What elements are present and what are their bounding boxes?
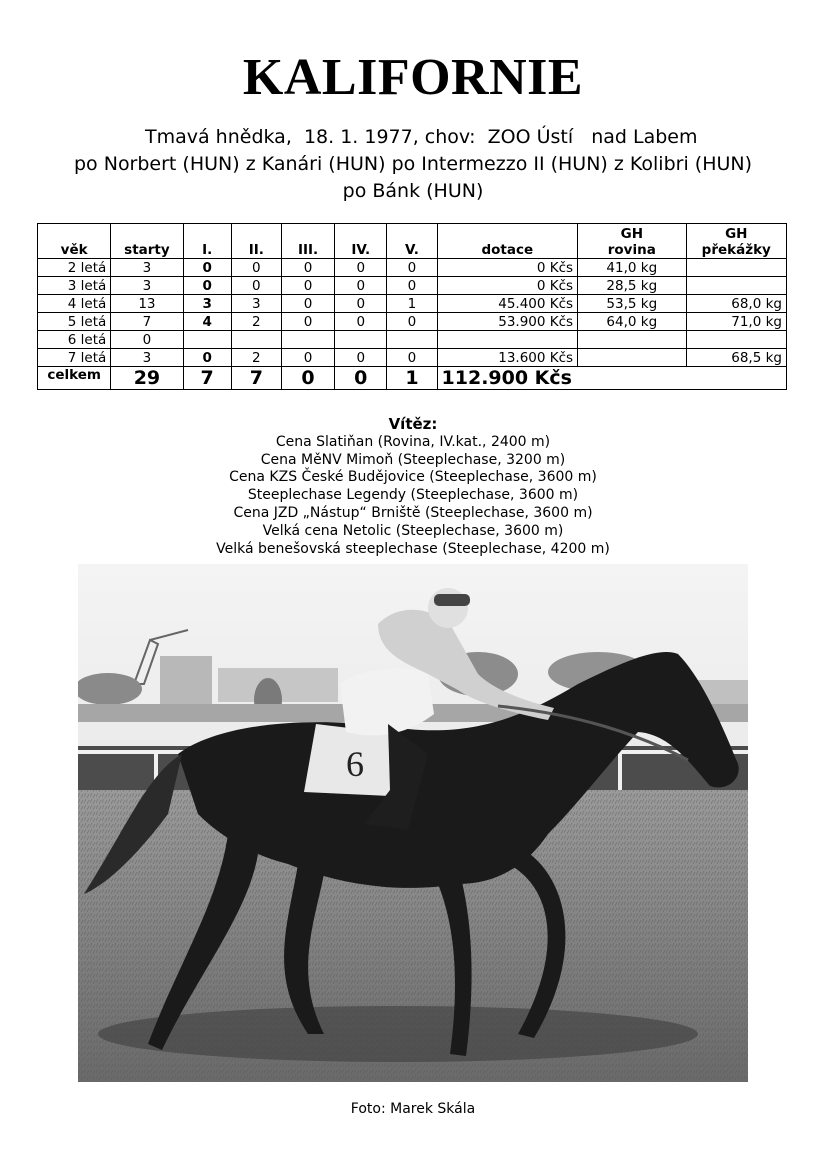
race-stats-table (37, 223, 787, 390)
header-fifth: V. (387, 224, 437, 259)
cell-second: 2 (231, 313, 281, 331)
table-row (38, 331, 787, 349)
header-prize-money: dotace (437, 224, 578, 259)
cell-fourth: 0 (335, 313, 387, 331)
header-third: III. (281, 224, 334, 259)
race-win: Cena Slatiňan (Rovina, IV.kat., 2400 m) (275, 433, 551, 450)
cell-gh-flat (578, 331, 686, 349)
cell-age: 2 letá (38, 259, 111, 277)
cell-third (281, 331, 334, 349)
cell-first: 0 (183, 349, 231, 367)
total-first: 7 (183, 367, 231, 390)
cell-age: 7 letá (38, 349, 111, 367)
total-fourth: 0 (335, 367, 387, 390)
cell-gh-flat: 28,5 kg (578, 277, 686, 295)
header-gh-jumps: GH překážky (686, 224, 786, 259)
cell-age: 6 letá (38, 331, 111, 349)
table-header-row (38, 224, 787, 259)
cell-third: 0 (281, 313, 334, 331)
photo-credit: Foto: Marek Skála (350, 1101, 476, 1117)
cell-starts: 0 (111, 331, 183, 349)
winners-heading: Vítěz: (388, 415, 438, 433)
cell-fifth: 0 (387, 313, 437, 331)
total-fifth: 1 (387, 367, 437, 390)
table-row (38, 295, 787, 313)
cell-gh-jumps (686, 259, 786, 277)
total-starts: 29 (111, 367, 183, 390)
cell-gh-flat: 41,0 kg (578, 259, 686, 277)
cell-starts: 7 (111, 313, 183, 331)
cell-gh-flat: 64,0 kg (578, 313, 686, 331)
cell-fifth: 0 (387, 277, 437, 295)
header-age: věk (38, 224, 111, 259)
cell-gh-jumps: 71,0 kg (686, 313, 786, 331)
cell-third: 0 (281, 295, 334, 313)
cell-gh-flat (578, 349, 686, 367)
table-row (38, 259, 787, 277)
race-win: Cena JZD „Nástup“ Brniště (Steeplechase, 3600 m) (233, 504, 593, 521)
cell-gh-flat: 53,5 kg (578, 295, 686, 313)
cell-second (231, 331, 281, 349)
cell-starts: 3 (111, 259, 183, 277)
cell-fourth (335, 331, 387, 349)
cell-second: 3 (231, 295, 281, 313)
table-row (38, 277, 787, 295)
cell-third: 0 (281, 277, 334, 295)
header-starts: starty (111, 224, 183, 259)
cell-second: 0 (231, 259, 281, 277)
total-label: celkem (38, 367, 111, 390)
cell-first: 3 (183, 295, 231, 313)
cell-fifth: 0 (387, 349, 437, 367)
cell-second: 2 (231, 349, 281, 367)
pedigree-line-2: po Norbert (HUN) z Kanári (HUN) po Intermezzo II (HUN) z Kolibri (HUN) (74, 153, 753, 175)
cell-prize-money: 0 Kčs (437, 259, 578, 277)
cell-prize-money: 45.400 Kčs (437, 295, 578, 313)
cell-third: 0 (281, 259, 334, 277)
horse-photo (78, 564, 748, 1082)
table-row (38, 313, 787, 331)
cell-starts: 13 (111, 295, 183, 313)
total-third: 0 (281, 367, 334, 390)
cell-prize-money: 13.600 Kčs (437, 349, 578, 367)
cell-fifth: 1 (387, 295, 437, 313)
header-fourth: IV. (335, 224, 387, 259)
race-win: Cena KZS České Budějovice (Steeplechase, 3600 m) (229, 469, 597, 486)
table-total-row (38, 367, 787, 390)
cell-fifth (387, 331, 437, 349)
cell-age: 3 letá (38, 277, 111, 295)
total-prize-money: 112.900 Kčs (437, 367, 786, 390)
cell-fifth: 0 (387, 259, 437, 277)
table-row (38, 349, 787, 367)
cell-first (183, 331, 231, 349)
cell-third: 0 (281, 349, 334, 367)
cell-prize-money (437, 331, 578, 349)
race-win: Velká benešovská steeplechase (Steeplechase, 4200 m) (216, 540, 610, 557)
total-second: 7 (231, 367, 281, 390)
cell-fourth: 0 (335, 349, 387, 367)
saddle-number: 6 (346, 744, 364, 784)
cell-gh-jumps: 68,5 kg (686, 349, 786, 367)
race-win: Cena MěNV Mimoň (Steeplechase, 3200 m) (260, 451, 566, 468)
cell-fourth: 0 (335, 259, 387, 277)
cell-second: 0 (231, 277, 281, 295)
cell-prize-money: 53.900 Kčs (437, 313, 578, 331)
cell-first: 0 (183, 259, 231, 277)
cell-gh-jumps (686, 331, 786, 349)
winners-section (0, 416, 826, 558)
pedigree-line-3: po Bánk (HUN) (342, 180, 484, 202)
race-win: Velká cena Netolic (Steeplechase, 3600 m) (262, 522, 564, 539)
cell-gh-jumps: 68,0 kg (686, 295, 786, 313)
cell-starts: 3 (111, 349, 183, 367)
header-gh-flat: GH rovina (578, 224, 686, 259)
header-first: I. (183, 224, 231, 259)
cell-age: 4 letá (38, 295, 111, 313)
cell-fourth: 0 (335, 295, 387, 313)
race-win: Steeplechase Legendy (Steeplechase, 3600 m) (247, 487, 579, 504)
cell-age: 5 letá (38, 313, 111, 331)
cell-starts: 3 (111, 277, 183, 295)
header-second: II. (231, 224, 281, 259)
page-title: KALIFORNIE (242, 49, 584, 106)
cell-prize-money: 0 Kčs (437, 277, 578, 295)
pedigree-line-1: Tmavá hnědka, 18. 1. 1977, chov: ZOO Ústí nad Labem (145, 126, 698, 148)
cell-first: 4 (183, 313, 231, 331)
cell-fourth: 0 (335, 277, 387, 295)
cell-gh-jumps (686, 277, 786, 295)
cell-first: 0 (183, 277, 231, 295)
